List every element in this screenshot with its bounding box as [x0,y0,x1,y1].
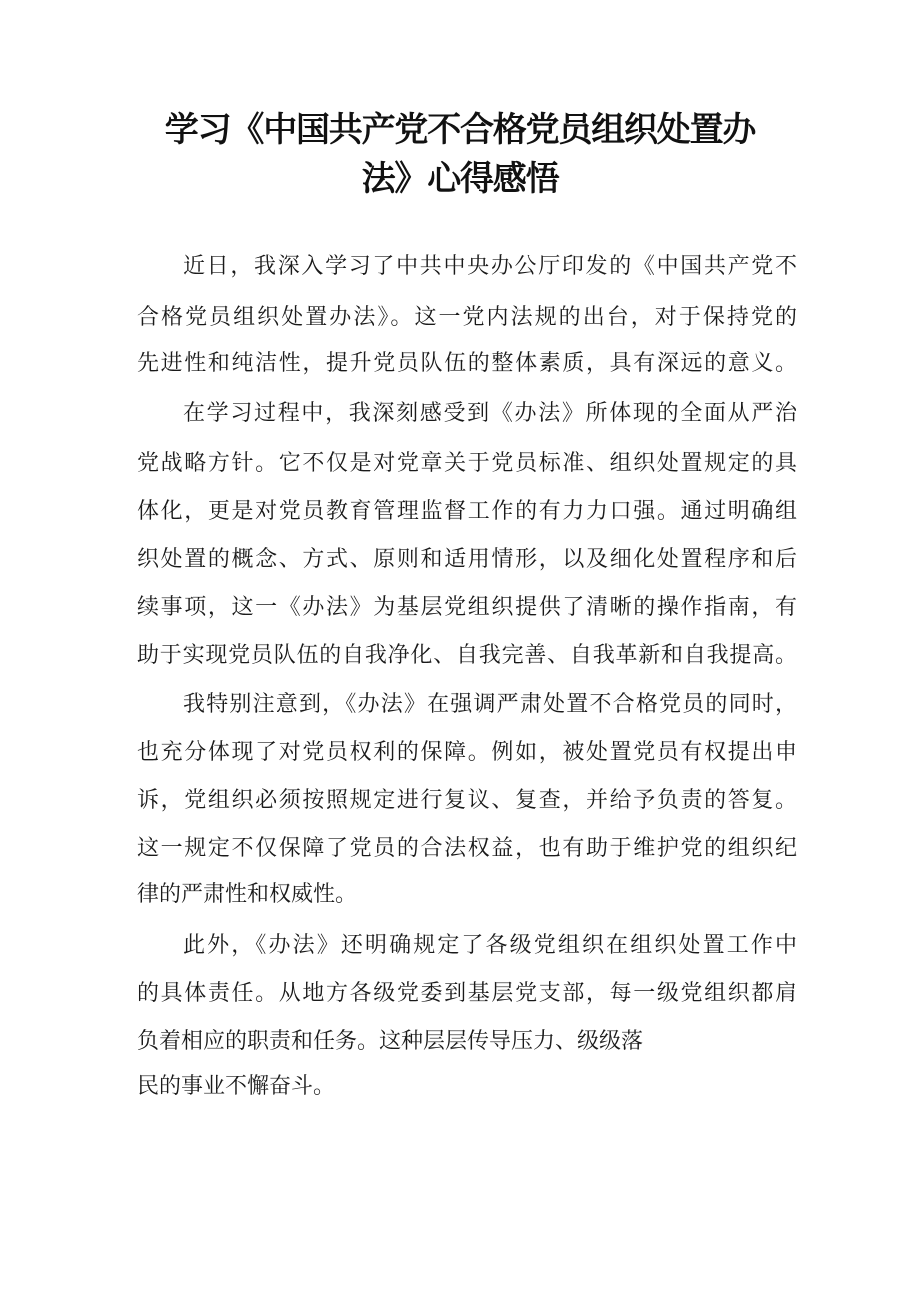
paragraph-line: 助于实现党员队伍的自我净化、自我完善、自我革新和自我提高。 [137,643,797,668]
paragraph-line: 负着相应的职责和任务。这种层层传导压力、级级落 [137,1029,644,1054]
paragraph-line: 此外，《办法》还明确规定了各级党组织在组织处置工作中 [183,933,797,958]
paragraph-line: 党战略方针。它不仅是对党章关于党员标准、组织处置规定的具 [137,451,797,476]
paragraph-line: 民的事业不懈奋斗。 [137,1074,336,1099]
paragraph-line: 体化，更是对党员教育管理监督工作的有力力口强。通过明确组 [137,499,797,524]
paragraph-line: 续事项，这一《办法》为基层党组织提供了清晰的操作指南，有 [137,595,797,620]
paragraph-line: 合格党员组织处置办法》。这一党内法规的出台，对于保持党的 [137,305,797,330]
paragraph-line: 先进性和纯洁性，提升党员队伍的整体素质，具有深远的意义。 [137,351,797,376]
paragraph-line: 我特别注意到，《办法》在强调严肃处置不合格党员的同时， [183,692,797,717]
document-title-line-2: 法》心得感悟 [361,159,559,199]
paragraph-line: 近日，我深入学习了中共中央办公厅印发的《中国共产党不 [183,254,797,279]
document-title-line-1: 学习《中国共产党不合格党员组织处置办 [164,110,756,150]
paragraph-line: 诉，党组织必须按照规定进行复议、复查，并给予负责的答复。 [137,788,797,813]
paragraph-line: 这一规定不仅保障了党员的合法权益，也有助于维护党的组织纪 [137,836,797,861]
paragraph-line: 也充分体现了对党员权利的保障。例如，被处置党员有权提出申 [137,740,797,765]
paragraph-line: 织处置的概念、方式、原则和适用情形，以及细化处置程序和后 [137,547,797,572]
paragraph-line: 律的严肃性和权威性。 [137,882,358,907]
paragraph-line: 在学习过程中，我深刻感受到《办法》所体现的全面从严治 [183,401,797,426]
paragraph-line: 的具体责任。从地方各级党委到基层党支部，每一级党组织都肩 [137,981,797,1006]
